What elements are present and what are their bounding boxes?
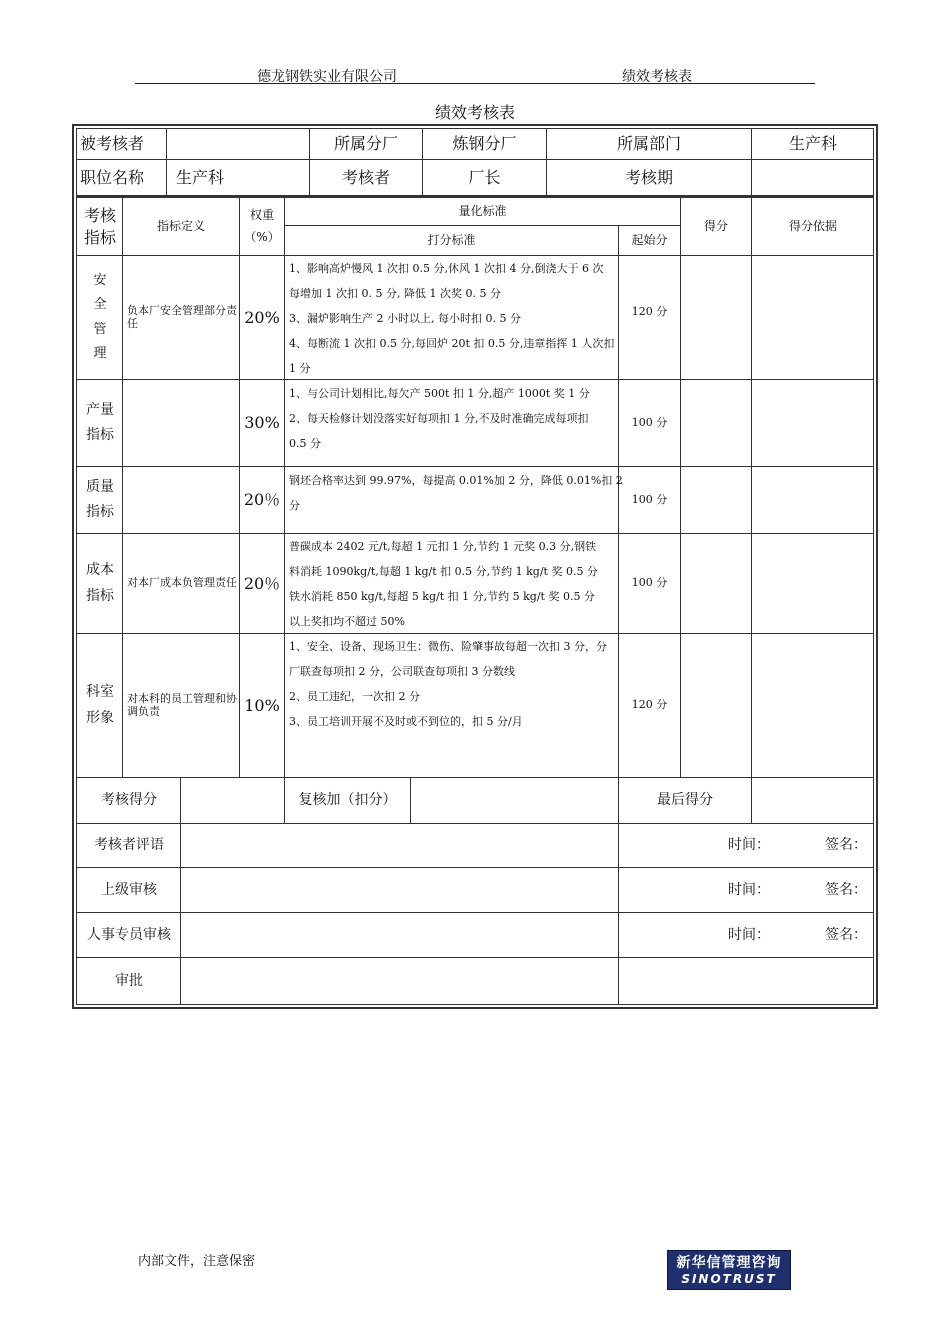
scoring-rule-line: 1、与公司计划相比,每欠产 500t 扣 1 分,超产 1000t 奖 1 分	[289, 387, 590, 400]
col-divider	[284, 198, 285, 777]
scoring-rule-line: 1、影响高炉慢风 1 次扣 0.5 分,休风 1 次扣 4 分,倒浇大于 6 次	[289, 262, 604, 275]
label-score: 考核得分	[101, 792, 157, 809]
indicator-name: 成本 指标	[86, 562, 114, 604]
row-divider	[76, 777, 874, 778]
scoring-rule-line: 4、每断流 1 次扣 0.5 分,每回炉 20t 扣 0.5 分,违章指挥 1 人次扣	[289, 337, 615, 350]
scoring-rule-line: 0.5 分	[289, 437, 321, 450]
indicator-weight: 20％	[243, 573, 281, 593]
review-sign: 签名：	[825, 881, 867, 898]
review-time: 时间：	[728, 881, 770, 898]
label-position: 职位名称	[80, 167, 145, 187]
col-header-base: 起始分	[631, 233, 668, 248]
indicator-weight: 20%	[244, 307, 280, 327]
indicator-base: 100 分	[631, 415, 668, 429]
col-divider	[618, 823, 619, 1005]
indicator-base: 100 分	[631, 576, 668, 590]
label-period: 考核期	[624, 167, 673, 187]
label-final-score: 最后得分	[657, 792, 713, 809]
col-divider	[180, 777, 181, 823]
col-header-weight: 权重 （%）	[244, 207, 280, 244]
indicator-weight: 20％	[243, 490, 281, 510]
row-divider	[76, 466, 874, 467]
col-header-score: 得分	[703, 219, 728, 234]
label-department: 所属部门	[616, 134, 681, 154]
scoring-rule-line: 普碳成本 2402 元/t,每超 1 元扣 1 分,节约 1 元奖 0.3 分,钢铁	[289, 540, 597, 553]
indicator-base: 100 分	[631, 492, 668, 506]
value-appraisee	[167, 129, 309, 159]
scoring-rule-line: 钢坯合格率达到 99.97%，每提高 0.01%加 2 分，降低 0.01%扣 2	[289, 474, 623, 487]
review-label: 考核者评语	[94, 837, 164, 854]
review-label: 审批	[115, 972, 143, 989]
indicator-base: 120 分	[631, 304, 668, 318]
review-sign: 签名：	[825, 926, 867, 943]
col-divider	[680, 198, 681, 777]
row-divider	[76, 957, 874, 958]
value-period	[752, 160, 874, 195]
col-divider	[180, 823, 181, 1005]
scoring-rule-line: 1、安全、设备、现场卫生：微伤、险肇事故每超一次扣 3 分，分	[289, 640, 607, 653]
footer-note: 内部文件，注意保密	[138, 1254, 256, 1269]
review-label: 人事专员审核	[87, 926, 171, 943]
value-position: 生产科	[176, 167, 225, 187]
label-appraiser: 考核者	[341, 167, 390, 187]
col-divider	[751, 198, 752, 777]
indicator-name: 安 全 管 理	[93, 273, 107, 361]
row-divider	[76, 379, 874, 380]
header-company: 德龙钢铁实业有限公司	[257, 69, 397, 85]
indicator-base: 120 分	[631, 698, 668, 712]
scoring-rule-line: 每增加 1 次扣 0. 5 分, 降低 1 次奖 0. 5 分	[289, 287, 501, 300]
value-branch: 炼钢分厂	[452, 134, 517, 154]
col-header-indicator: 考核 指标	[83, 205, 116, 247]
header-doc-name: 绩效考核表	[622, 69, 692, 85]
col-header-definition: 指标定义	[156, 219, 205, 234]
col-header-scoring: 打分标准	[427, 233, 476, 248]
col-divider	[410, 777, 411, 823]
logo-text-cn: 新华信管理咨询	[676, 1254, 782, 1271]
scoring-rule-line: 3、漏炉影响生产 2 小时以上, 每小时扣 0. 5 分	[289, 312, 521, 325]
scoring-rule-line: 料消耗 1090kg/t,每超 1 kg/t 扣 0.5 分,节约 1 kg/t 奖 0.5 分	[289, 565, 598, 578]
header-rule	[135, 83, 815, 84]
label-recheck: 复核加（扣分）	[298, 792, 397, 809]
scoring-rule-line: 2、每天检修计划没落实好每项扣 1 分,不及时准确完成每项扣	[289, 412, 589, 425]
label-appraisee: 被考核者	[80, 134, 145, 154]
indicator-name: 产量 指标	[86, 401, 114, 443]
review-time: 时间：	[728, 926, 770, 943]
scoring-rule-line: 以上奖扣均不超过 50%	[289, 615, 405, 628]
document-title: 绩效考核表	[434, 103, 515, 122]
sinotrust-logo	[667, 1250, 791, 1290]
logo-text-en: SINOTRUST	[681, 1271, 777, 1286]
scoring-rule-line: 分	[289, 499, 300, 512]
scoring-rule-line: 3、员工培训开展不及时或不到位的，扣 5 分/月	[289, 715, 523, 728]
indicator-weight: 30%	[244, 413, 280, 433]
review-time: 时间：	[728, 837, 770, 854]
col-header-basis: 得分依据	[788, 219, 837, 234]
review-sign: 签名：	[825, 837, 867, 854]
scoring-rule-line: 1 分	[289, 362, 311, 375]
scoring-rule-line: 2、员工违纪，一次扣 2 分	[289, 690, 420, 703]
value-appraiser: 厂长	[468, 167, 501, 187]
value-department: 生产科	[788, 134, 837, 154]
indicator-weight: 10%	[244, 695, 280, 715]
indicator-name: 科室 形象	[86, 684, 114, 726]
indicator-definition: 对本科的员工管理和协调负责	[127, 691, 237, 718]
scoring-rule-line: 铁水消耗 850 kg/t,每超 5 kg/t 扣 1 分,节约 5 kg/t 奖 0.5 分	[289, 590, 595, 603]
col-header-quant: 量化标准	[458, 204, 507, 219]
col-divider	[751, 777, 752, 823]
indicator-name: 质量 指标	[86, 478, 114, 520]
scoring-rule-line: 厂联查每项扣 2 分，公司联查每项扣 3 分数线	[289, 665, 515, 678]
indicator-definition: 对本厂成本负管理责任	[127, 576, 237, 590]
col-divider	[122, 198, 123, 777]
label-branch: 所属分厂	[333, 134, 398, 154]
review-label: 上级审核	[101, 881, 157, 898]
indicator-definition: 负本厂安全管理部分责任	[127, 303, 237, 330]
